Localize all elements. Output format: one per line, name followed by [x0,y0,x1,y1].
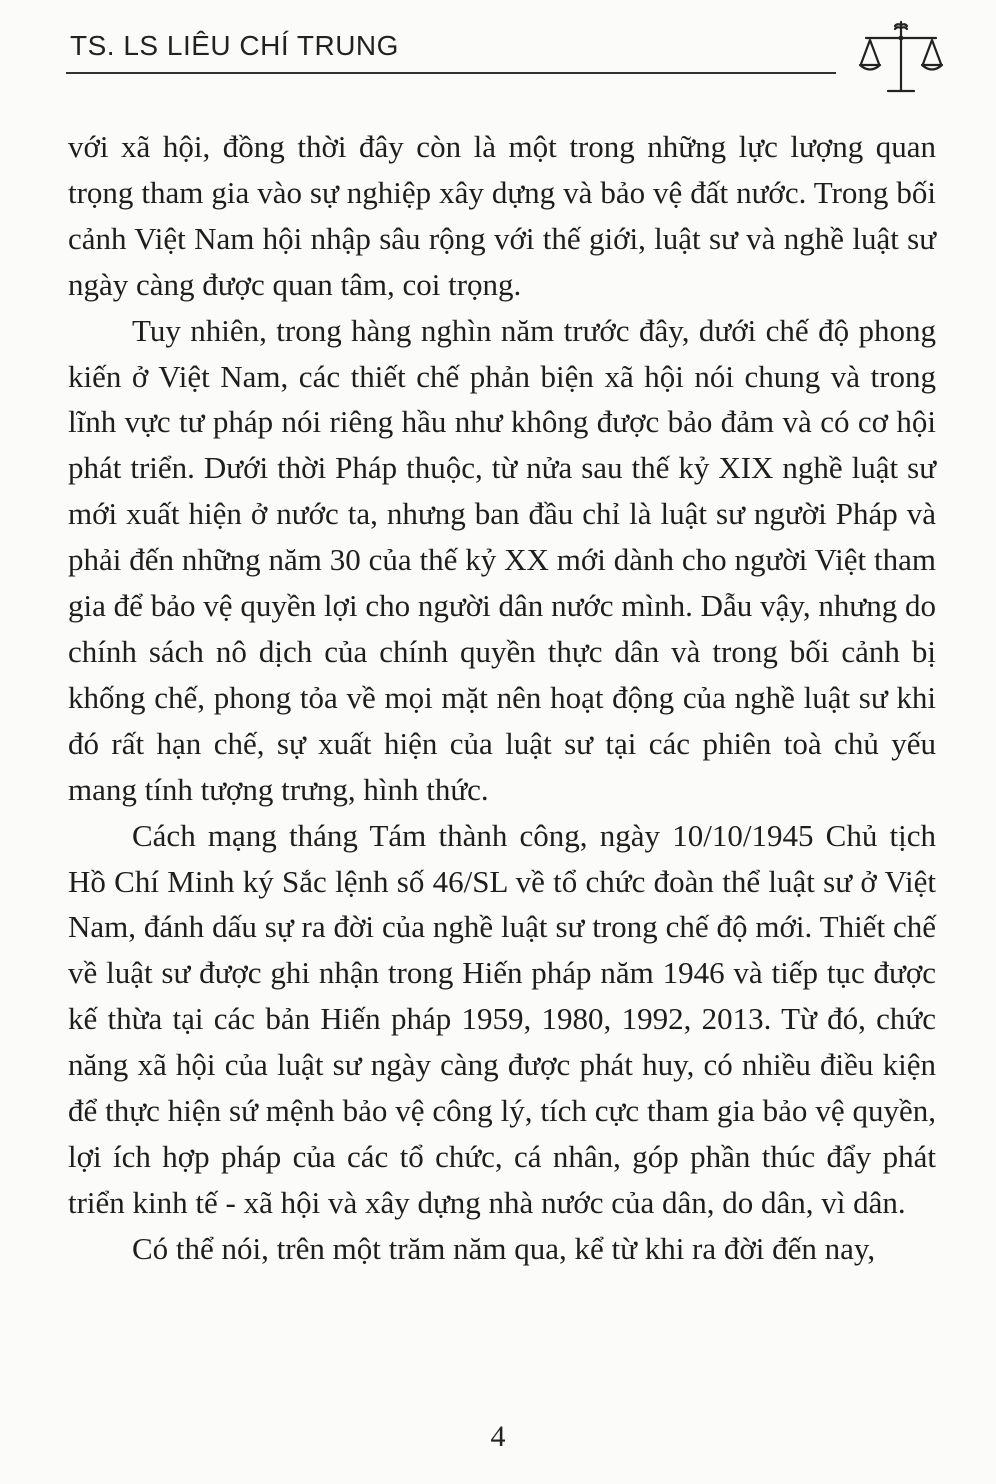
running-header-author: TS. LS LIÊU CHÍ TRUNG [70,30,399,61]
paragraph: Cách mạng tháng Tám thành công, ngày 10/10/1945 Chủ tịch Hồ Chí Minh ký Sắc lệnh số 46/SL về tổ chức đoàn thể luật sư ở Việt Nam, đánh dấu sự ra đời của nghề luật sư trong chế độ mới. Thiết chế về luật sư được ghi nhận trong Hiến pháp năm 1946 và tiếp tục được kế thừa tại các bản Hiến pháp 1959, 1980, 1992, 2013. Từ đó, chức năng xã hội của luật sư ngày càng được phát huy, có nhiều điều kiện để thực hiện sứ mệnh bảo vệ công lý, tích cực tham gia bảo vệ quyền, lợi ích hợp pháp của các tổ chức, cá nhân, góp phần thúc đẩy phát triển kinh tế - xã hội và xây dựng nhà nước của dân, do dân, vì dân. [68,817,936,1220]
body-text [68,124,936,1272]
page-number: 4 [490,1420,506,1453]
scales-of-justice-icon [858,18,944,100]
paragraph: Có thể nói, trên một trăm năm qua, kể từ khi ra đời đến nay, [132,1230,876,1266]
paragraph: Tuy nhiên, trong hàng nghìn năm trước đây, dưới chế độ phong kiến ở Việt Nam, các thiết chế phản biện xã hội nói chung và trong lĩnh vực tư pháp nói riêng hầu như không được bảo đảm và có cơ hội phát triển. Dưới thời Pháp thuộc, từ nửa sau thế kỷ XIX nghề luật sư mới xuất hiện ở nước ta, nhưng ban đầu chỉ là luật sư người Pháp và phải đến những năm 30 của thế kỷ XX mới dành cho người Việt tham gia để bảo vệ quyền lợi cho người dân nước mình. Dẫu vậy, nhưng do chính sách nô dịch của chính quyền thực dân và trong bối cảnh bị khống chế, phong tỏa về mọi mặt nên hoạt động của nghề luật sư khi đó rất hạn chế, sự xuất hiện của luật sư tại các phiên toà chủ yếu mang tính tượng trưng, hình thức. [68,312,936,807]
header-rule [66,72,836,74]
paragraph: với xã hội, đồng thời đây còn là một trong những lực lượng quan trọng tham gia vào sự nghiệp xây dựng và bảo vệ đất nước. Trong bối cảnh Việt Nam hội nhập sâu rộng với thế giới, luật sư và nghề luật sư ngày càng được quan tâm, coi trọng. [68,129,936,302]
